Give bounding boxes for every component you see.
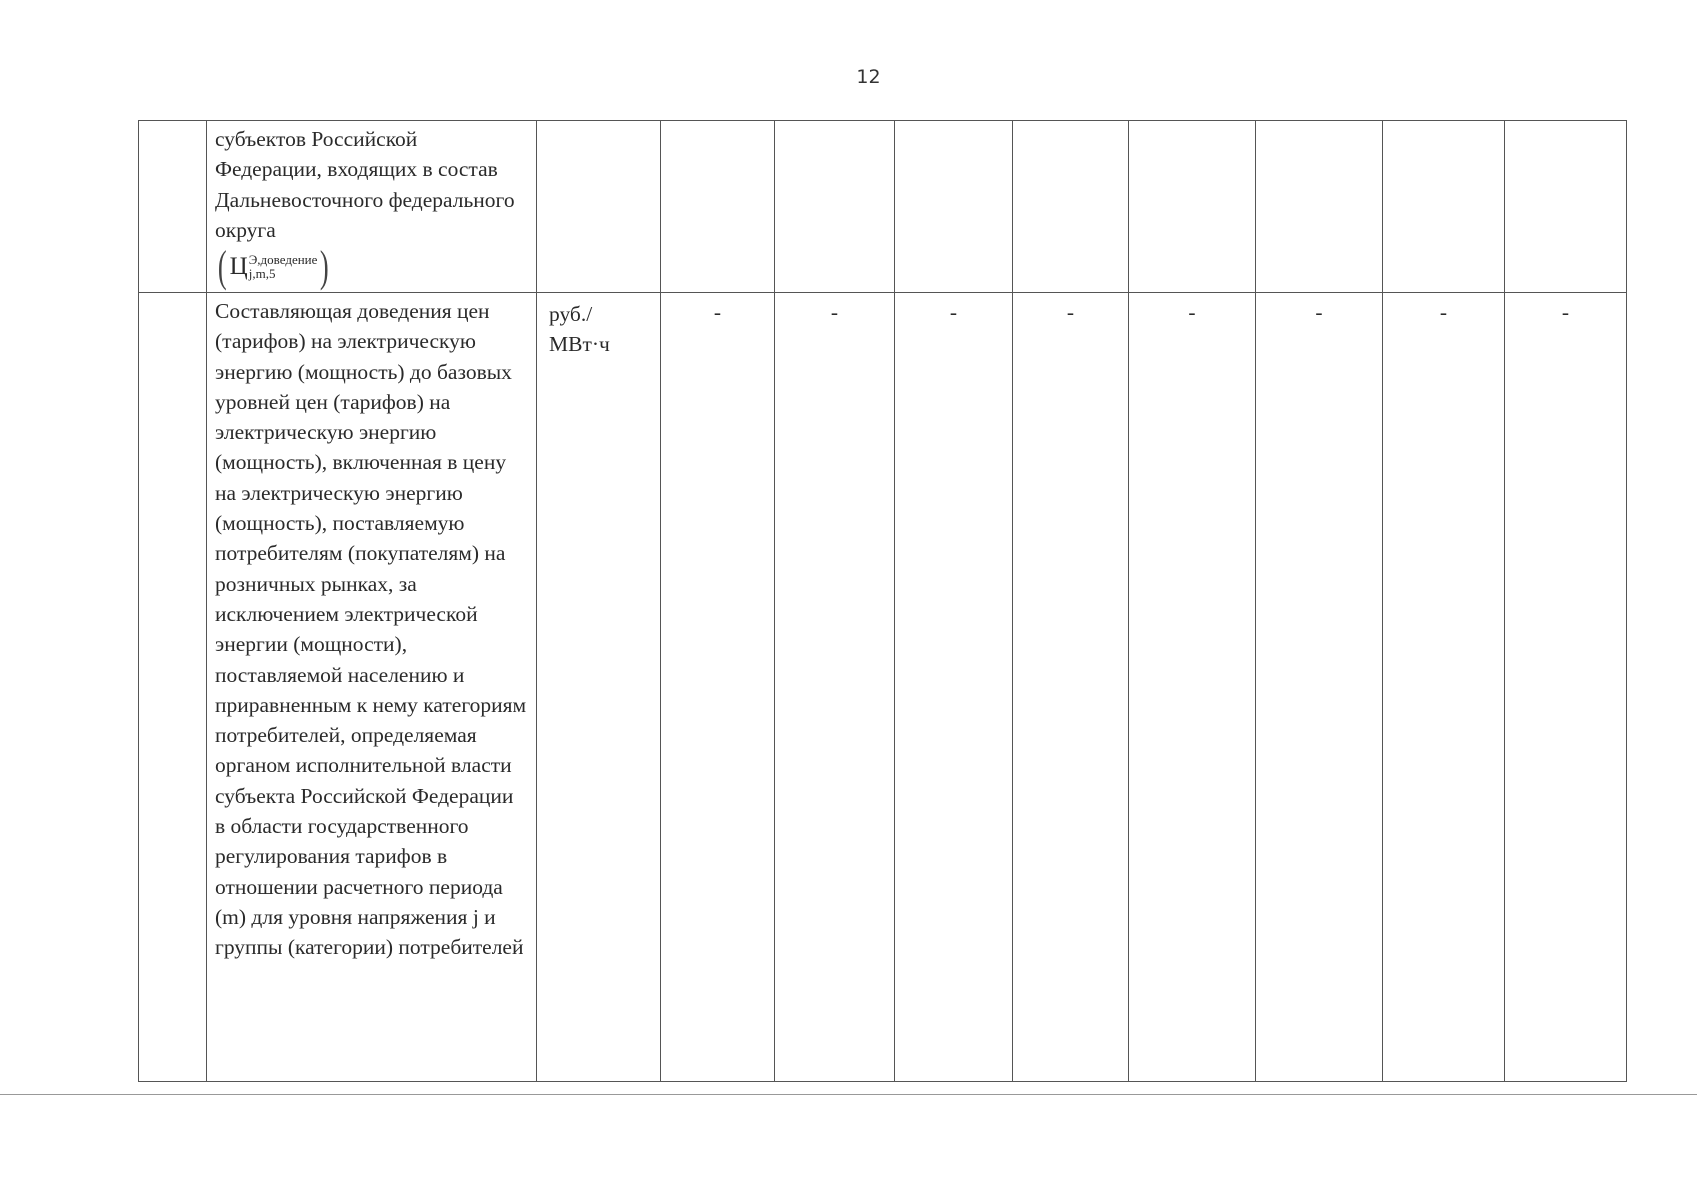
value-cell (775, 121, 895, 293)
unit-label: МВт·ч (549, 332, 610, 357)
value-cell (895, 121, 1013, 293)
formula-symbol: Ц (229, 253, 248, 281)
table-row (139, 121, 1627, 293)
formula-superscript: Э,доведение (248, 252, 318, 268)
page-number: 12 (856, 66, 881, 88)
formula-paren-right: ) (320, 242, 330, 292)
value-cell: - (1383, 293, 1505, 1082)
unit-label: руб./ (549, 302, 593, 326)
value-cell (661, 121, 775, 293)
value-cell (1505, 121, 1627, 293)
formula-subscript: j,m,5 (248, 266, 276, 282)
value-cell: - (1505, 293, 1627, 1082)
page-divider (0, 1094, 1697, 1095)
row-number-cell (139, 293, 207, 1082)
value-cell (1383, 121, 1505, 293)
description-cell (207, 293, 537, 1082)
formula-scripts (249, 253, 318, 281)
value-cell (1013, 121, 1129, 293)
row-number-cell (139, 121, 207, 293)
unit-cell (537, 121, 661, 293)
row-description: Составляющая доведения цен (тарифов) на электрическую энергию (мощность) до базовых уровней цен (тарифов) на электрическую энергию (мощность), включенная в цену на электрическую энергию (мощность), поставляемую потребителям (покупателям) на розничных рынках, за исключением электрической энергии (мощности), поставляемой населению и приравненным к нему категориям потребителей, определяемая органом исполнительной власти субъекта Российской Федерации в области государственного регулирования тарифов в отношении расчетного периода (m) для уровня напряжения j и группы (категории) потребителей (215, 299, 527, 960)
tariff-table (138, 120, 1627, 1082)
value-cell (1129, 121, 1256, 293)
description-cell (207, 121, 537, 293)
value-cell: - (1129, 293, 1256, 1082)
table-row (139, 293, 1627, 1082)
unit-cell (537, 293, 661, 1082)
formula-paren-left: ( (217, 242, 227, 292)
formula (215, 242, 332, 292)
value-cell: - (775, 293, 895, 1082)
value-cell (1256, 121, 1383, 293)
value-cell: - (661, 293, 775, 1082)
row-description: субъектов Российской Федерации, входящих в состав Дальневосточного федерального округа (215, 127, 515, 242)
value-cell: - (895, 293, 1013, 1082)
value-cell: - (1013, 293, 1129, 1082)
value-cell: - (1256, 293, 1383, 1082)
